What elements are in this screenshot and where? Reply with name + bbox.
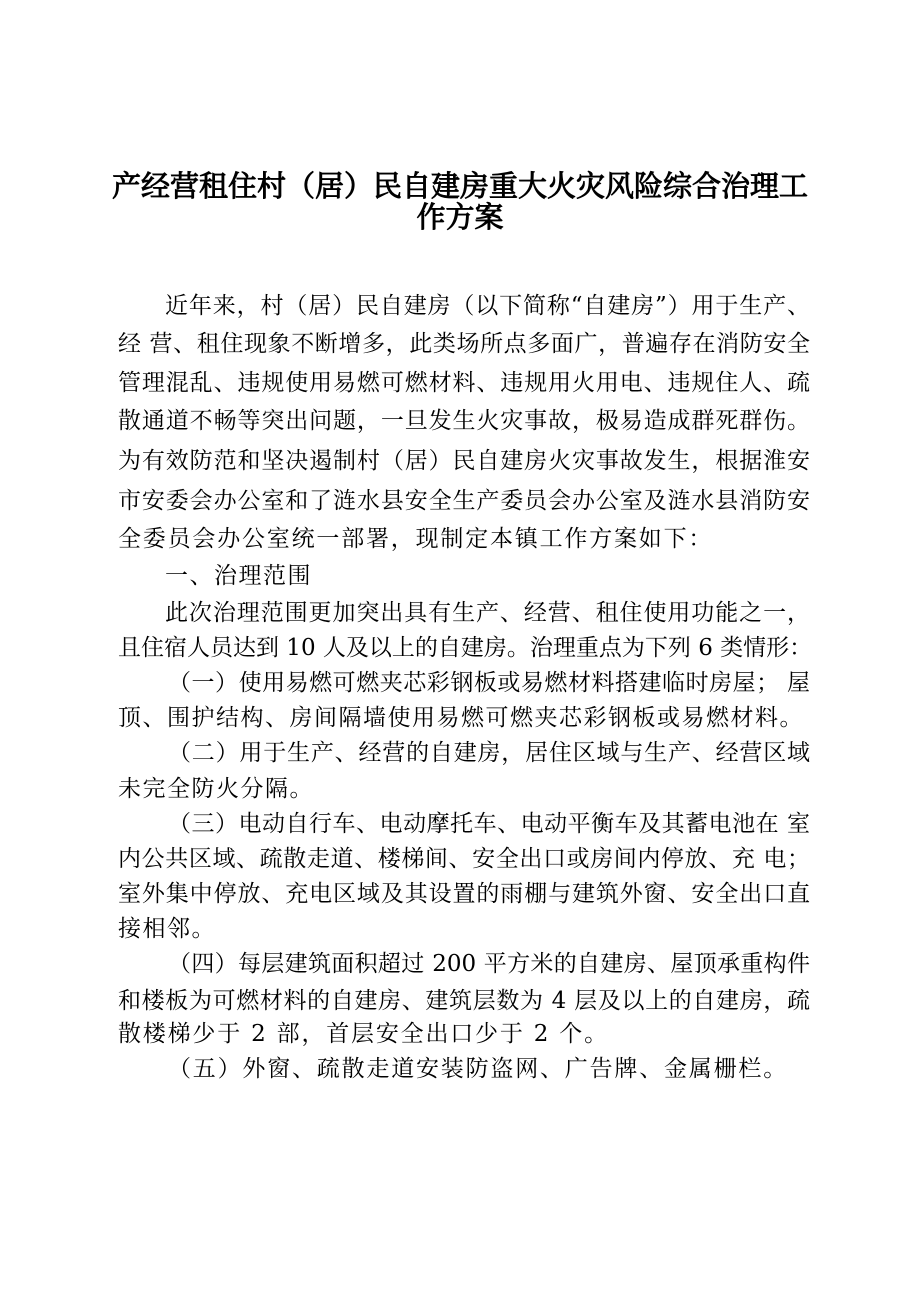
text-line: 顶、围护结构、房间隔墙使用易燃可燃夹芯彩钢板或易燃材料。	[118, 705, 804, 731]
text-line: 接相邻。	[118, 916, 216, 942]
text-line: 为有效防范和坚决遏制村（居）民自建房火灾事故发生，根据淮安	[118, 448, 810, 474]
text-line: 市安委会办公室和了涟水县安全生产委员会办公室及涟水县消防安	[118, 488, 810, 514]
title-line: 产经营租住村（居）民自建房重大火灾风险综合治理工	[111, 169, 808, 203]
text-line: 全委员会办公室统一部署，现制定本镇工作方案如下：	[118, 526, 714, 552]
text-line: （五）外窗、疏散走道安装防盗网、广告牌、金属栅栏。	[168, 1056, 788, 1082]
text-line: （四）每层建筑面积超过 200 平方米的自建房、屋顶承重构件	[168, 951, 810, 977]
text-line: 此次治理范围更加突出具有生产、经营、租住使用功能之一，	[165, 600, 810, 626]
text-line: 散通道不畅等突出问题，一旦发生火灾事故，极易造成群死群伤。	[118, 408, 810, 434]
text-line: 经 营、租住现象不断增多，此类场所点多面广，普遍存在消防安全	[118, 331, 810, 357]
text-line: （三）电动自行车、电动摩托车、电动平衡车及其蓄电池在 室	[168, 811, 810, 837]
text-line: 内公共区域、疏散走道、楼梯间、安全出口或房间内停放、充 电；	[118, 846, 810, 872]
text-line: 且住宿人员达到 10 人及以上的自建房。治理重点为下列 6 类情形：	[118, 635, 813, 661]
title-line: 作方案	[416, 200, 504, 234]
text-line: 近年来，村（居）民自建房（以下简称“自建房”）用于生产、	[165, 293, 810, 319]
text-line: （一）使用易燃可燃夹芯彩钢板或易燃材料搭建临时房屋； 屋	[168, 670, 810, 696]
text-line: 未完全防火分隔。	[118, 776, 314, 802]
section-heading: 一、治理范围	[165, 563, 312, 589]
text-line: 散楼梯少于 2 部，首层安全出口少于 2 个。	[118, 1021, 609, 1047]
text-line: 室外集中停放、充电区域及其设置的雨棚与建筑外窗、安全出口直	[118, 881, 810, 907]
text-line: 和楼板为可燃材料的自建房、建筑层数为 4 层及以上的自建房，疏	[118, 988, 810, 1014]
text-line: 管理混乱、违规使用易燃可燃材料、违规用火用电、违规住人、疏	[118, 370, 810, 396]
text-line: （二）用于生产、经营的自建房，居住区域与生产、经营区域	[168, 740, 810, 766]
